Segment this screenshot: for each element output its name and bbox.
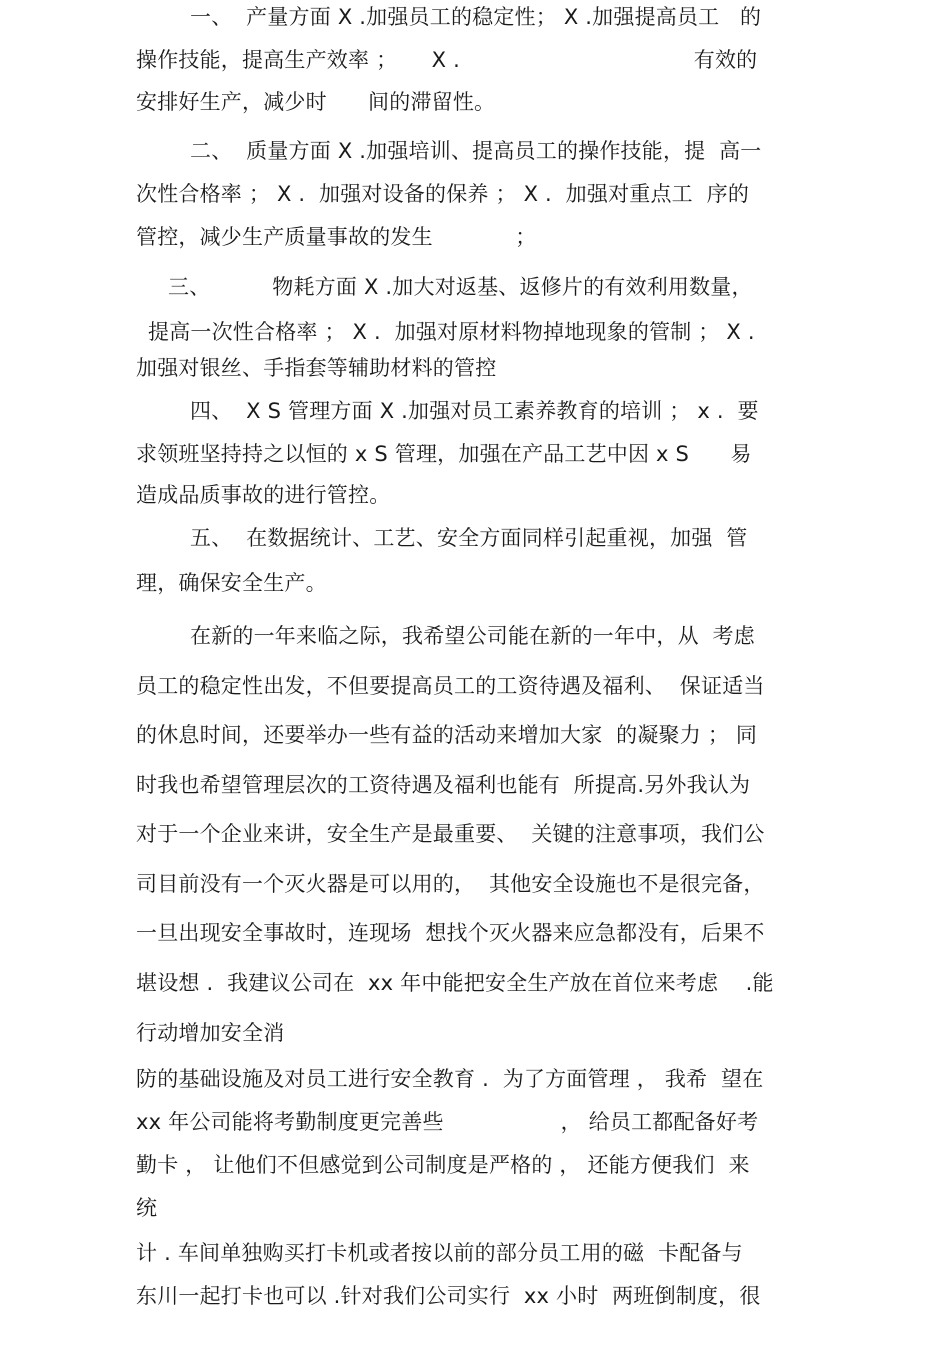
text-line: 加强对银丝、手指套等辅助材料的管控: [136, 356, 497, 380]
text-line: 造成品质事故的进行管控。: [136, 483, 391, 507]
text-line: 统: [136, 1196, 158, 1220]
text-line: 司目前没有一个灭火器是可以用的， 其他安全设施也不是很完备，: [136, 872, 765, 896]
text-line: 行动增加安全消: [136, 1021, 285, 1045]
text-line: 员工的稳定性出发，不但要提高员工的工资待遇及福利、 保证适当: [136, 674, 765, 698]
text-line: 一旦出现安全事故时，连现场 想找个灭火器来应急都没有，后果不: [136, 921, 765, 945]
text-line: 堪设想 . 我建议公司在 xx 年中能把安全生产放在首位来考虑 .能: [136, 971, 774, 995]
text-line: 四、 X S 管理方面 X .加强对员工素养教育的培训 ； x . 要: [190, 399, 759, 423]
text-line: 勤卡 ， 让他们不但感觉到公司制度是严格的 ， 还能方便我们 来: [136, 1153, 750, 1177]
text-line: 管控，减少生产质量事故的发生 ；: [136, 225, 537, 249]
text-line: 二、 质量方面 X .加强培训、提高员工的操作技能，提 高一: [190, 139, 762, 163]
text-line: 在新的一年来临之际，我希望公司能在新的一年中，从 考虑: [190, 624, 755, 648]
text-line: xx 年公司能将考勤制度更完善些 ， 给员工都配备好考: [136, 1110, 759, 1134]
text-line: 理，确保安全生产。: [136, 571, 327, 595]
text-line: 对于一个企业来讲，安全生产是最重要、 关键的注意事项，我们公: [136, 822, 765, 846]
text-line: 计 . 车间单独购买打卡机或者按以前的部分员工用的磁 卡配备与: [136, 1241, 743, 1265]
text-line: 防的基础设施及对员工进行安全教育 . 为了方面管理 ， 我希 望在: [136, 1067, 764, 1091]
text-line: 一、 产量方面 X .加强员工的稳定性； X .加强提高员工 的: [190, 5, 762, 29]
text-line: 安排好生产，减少时 间的滞留性。: [136, 90, 496, 114]
text-line: 五、 在数据统计、工艺、安全方面同样引起重视，加强 管: [190, 526, 748, 550]
text-line: 提高一次性合格率 ； X . 加强对原材料物掉地现象的管制 ； X .: [148, 320, 755, 344]
text-line: 操作技能，提高生产效率 ； X . 有效的: [136, 48, 758, 72]
text-line: 次性合格率 ； X . 加强对设备的保养 ； X . 加强对重点工 序的: [136, 182, 750, 206]
text-line: 三、 物耗方面 X .加大对返基、返修片的有效利用数量，: [168, 275, 753, 299]
text-line: 东川一起打卡也可以 .针对我们公司实行 xx 小时 两班倒制度，很: [136, 1284, 761, 1308]
text-line: 时我也希望管理层次的工资待遇及福利也能有 所提高.另外我认为: [136, 773, 751, 797]
text-line: 求领班坚持持之以恒的 x S 管理，加强在产品工艺中因 x S 易: [136, 442, 752, 466]
text-line: 的休息时间，还要举办一些有益的活动来增加大家 的凝聚力 ； 同: [136, 723, 758, 747]
